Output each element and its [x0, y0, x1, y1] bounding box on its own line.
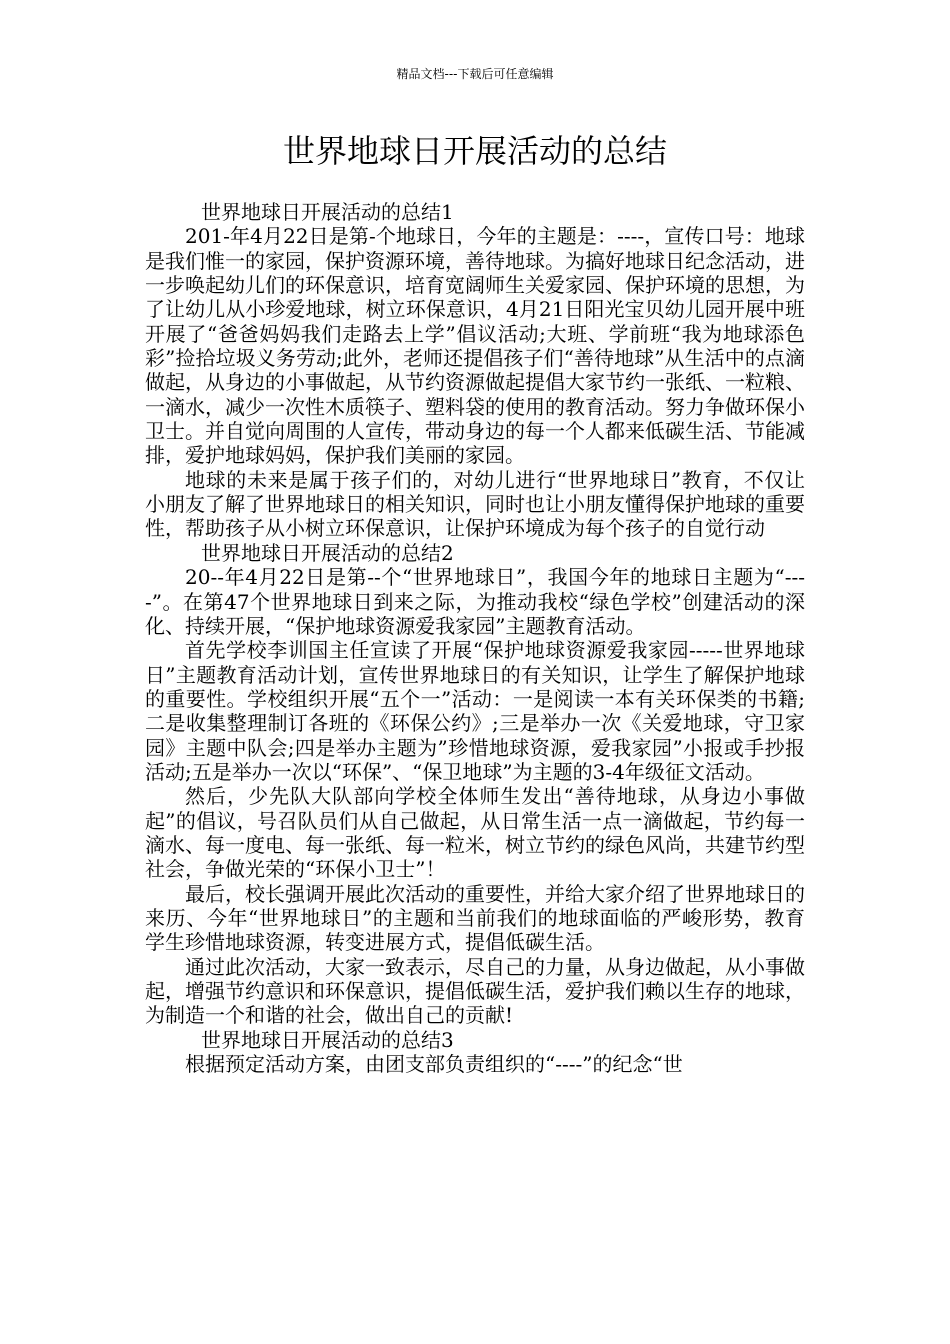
- body-paragraph: 最后，校长强调开展此次活动的重要性，并给大家介绍了世界地球日的来历、今年“世界地球日”的主题和当前我们的地球面临的严峻形势，教育学生珍惜地球资源，转变进展方式，提倡低碳生活。: [145, 881, 805, 955]
- body-paragraph: 地球的未来是属于孩子们的，对幼儿进行“世界地球日”教育，不仅让小朋友了解了世界地球日的相关知识，同时也让小朋友懂得保护地球的重要性，帮助孩子从小树立环保意识，让保护环境成为每个孩子的自觉行动: [145, 467, 805, 541]
- page-title: 世界地球日开展活动的总结: [282, 132, 667, 170]
- body-paragraph: 然后，少先队大队部向学校全体师生发出“善待地球，从身边小事做起”的倡议，号召队员们从自己做起，从日常生活一点一滴做起，节约每一滴水、每一度电、每一张纸、每一粒米，树立节约的绿色风尚，共建节约型社会，争做光荣的“环保小卫士”！: [145, 784, 805, 882]
- section-heading-3: 世界地球日开展活动的总结3: [201, 1027, 454, 1052]
- body-paragraph: 通过此次活动，大家一致表示，尽自己的力量，从身边做起，从小事做起，增强节约意识和环保意识，提倡低碳生活，爱护我们赖以生存的地球，为制造一个和谐的社会，做出自己的贡献!: [145, 954, 805, 1028]
- section-heading-2: 世界地球日开展活动的总结2: [201, 540, 454, 565]
- body-paragraph: 20--年4月22日是第--个“世界地球日”，我国今年的地球日主题为“----”。在第47个世界地球日到来之际，为推动我校“绿色学校”创建活动的深化、持续开展，“保护地球资源爱我家园”主题教育活动。: [145, 565, 805, 638]
- body-paragraph: 首先学校李训国主任宣读了开展“保护地球资源爱我家园-----世界地球日”主题教育活动计划，宣传世界地球日的有关知识，让学生了解保护地球的重要性。学校组织开展“五个一”活动：一是阅读一本有关环保类的书籍;二是收集整理制订各班的《环保公约》;三是举办一次《关爱地球，守卫家园》主题中队会;四是举办主题为”珍惜地球资源，爱我家园”小报或手抄报活动;五是举办一次以“环保”、“保卫地球”为主题的3-4年级征文活动。: [145, 638, 805, 784]
- body-paragraph: 201-年4月22日是第-个地球日，今年的主题是：----，宣传口号：地球是我们惟一的家园，保护资源环境，善待地球。为搞好地球日纪念活动，进一步唤起幼儿们的环保意识，培育宽阔师生关爱家园、保护环境的思想，为了让幼儿从小珍爱地球，树立环保意识，4月21日阳光宝贝幼儿园开展中班开展了“爸爸妈妈我们走路去上学”倡议活动;大班、学前班“我为地球添色彩”捡拾垃圾义务劳动;此外，老师还提倡孩子们“善待地球”从生活中的点滴做起，从身边的小事做起，从节约资源做起提倡大家节约一张纸、一粒粮、一滴水，减少一次性木质筷子、塑料袋的使用的教育活动。努力争做环保小卫士。并自觉向周围的人宣传，带动身边的每一个人都来低碳生活、节能减排，爱护地球妈妈，保护我们美丽的家园。: [145, 224, 805, 468]
- header-note: 精品文档---下载后可任意编辑: [396, 67, 554, 81]
- document-body: [145, 200, 805, 1076]
- body-paragraph: 根据预定活动方案，由团支部负责组织的“----”的纪念“世: [185, 1052, 683, 1077]
- section-heading-1: 世界地球日开展活动的总结1: [201, 200, 454, 224]
